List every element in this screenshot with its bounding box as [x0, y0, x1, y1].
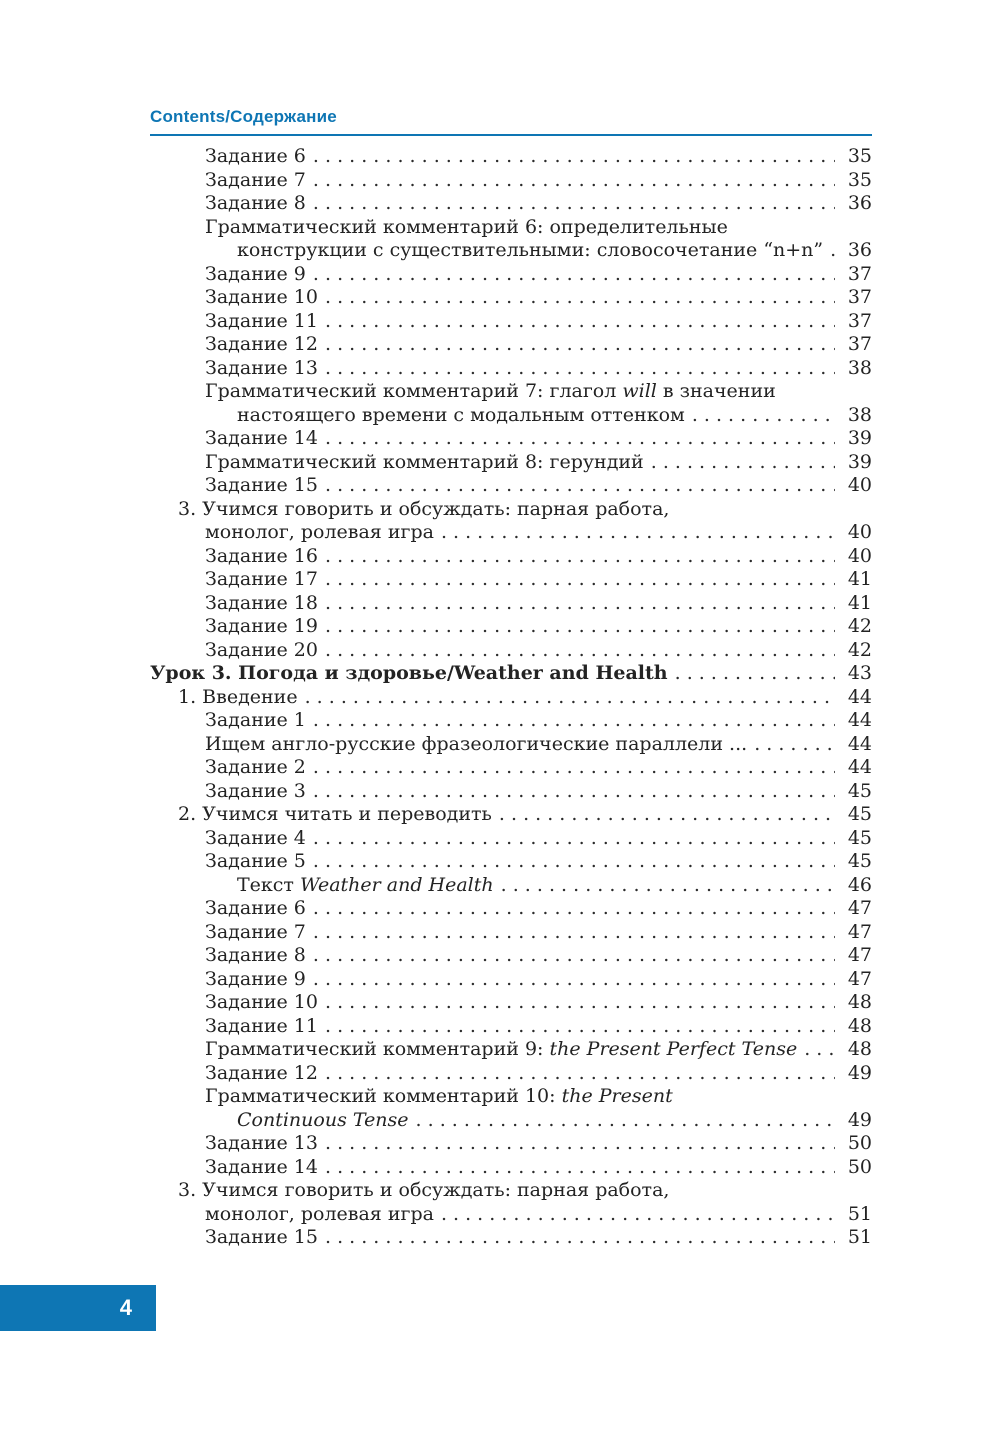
toc-page-number: 37	[847, 286, 872, 308]
toc-line	[150, 991, 872, 1015]
dot-leader	[441, 521, 835, 545]
toc-page-number: 49	[847, 1061, 872, 1084]
toc-entry	[150, 756, 872, 780]
toc-entry-title	[205, 263, 306, 287]
toc-title-segment: Урок 3. Погода и здоровье/Weather and Health	[150, 662, 668, 684]
dot-leader	[313, 944, 835, 968]
toc-entry-title	[205, 169, 306, 193]
toc-entry-title	[205, 1062, 318, 1086]
toc-entry-title	[178, 498, 669, 522]
toc-page-number: 49	[847, 1108, 872, 1131]
toc-line	[150, 216, 872, 240]
dot-leader	[325, 1015, 835, 1039]
toc-title-segment: Задание 14	[205, 1155, 318, 1178]
toc-line	[150, 803, 872, 827]
toc-entry-title	[237, 1109, 409, 1133]
toc-entry-title	[205, 615, 318, 639]
toc-entry	[150, 944, 872, 968]
toc-line	[150, 944, 872, 968]
toc-entry-title	[205, 921, 306, 945]
toc-line	[150, 827, 872, 851]
toc-page-number: 47	[847, 920, 872, 943]
toc-line	[150, 545, 872, 569]
toc-title-segment: 1. Введение	[178, 685, 298, 708]
dot-leader	[313, 827, 835, 851]
toc-page-number: 43	[847, 662, 872, 684]
toc-line	[150, 451, 872, 475]
toc-title-segment: Грамматический комментарий 9:	[205, 1038, 550, 1060]
toc-entry	[150, 192, 872, 216]
toc-entry	[150, 1015, 872, 1039]
dot-leader	[416, 1109, 835, 1133]
toc-entry-title	[205, 756, 306, 780]
toc-line	[150, 1062, 872, 1086]
dot-leader	[325, 427, 835, 451]
toc-page-number: 40	[847, 544, 872, 567]
toc-entry-title	[205, 380, 776, 404]
toc-entry-title	[237, 404, 685, 428]
toc-title-segment: Задание 8	[205, 192, 306, 214]
toc-entry	[150, 451, 872, 475]
toc-entry-title	[237, 874, 494, 898]
toc-page-number: 45	[847, 826, 872, 849]
toc-entry	[150, 733, 872, 757]
toc-entry	[150, 498, 872, 545]
toc-entry-title	[150, 662, 668, 686]
toc-entry	[150, 991, 872, 1015]
toc-entry	[150, 263, 872, 287]
toc-page-number: 39	[847, 427, 872, 449]
toc-page-number: 50	[847, 1132, 872, 1154]
toc-line	[150, 310, 872, 334]
toc-page-number: 45	[847, 779, 872, 802]
toc-page-number: 35	[847, 168, 872, 191]
dot-leader	[499, 803, 835, 827]
toc-entry-title	[205, 474, 318, 498]
toc-page-number: 37	[847, 333, 872, 355]
toc-entry-title	[205, 545, 318, 569]
toc-entry	[150, 686, 872, 710]
toc-entry	[150, 827, 872, 851]
toc-entry	[150, 169, 872, 193]
toc-page-number: 40	[847, 474, 872, 496]
toc-title-segment: Грамматический комментарий 10:	[205, 1085, 562, 1107]
toc-page-number: 48	[847, 991, 872, 1013]
toc-line	[150, 615, 872, 639]
toc-line	[150, 498, 872, 522]
page-title: Contents/Содержание	[150, 107, 337, 126]
toc-page-number: 38	[847, 356, 872, 379]
toc-page-number: 37	[847, 309, 872, 332]
header-rule	[150, 134, 872, 136]
dot-leader	[313, 145, 835, 169]
toc-entry	[150, 1226, 872, 1250]
toc-entry-title	[178, 686, 298, 710]
toc-entry-title	[205, 1156, 318, 1180]
toc-title-segment: Задание 8	[205, 944, 306, 966]
toc-entry-title	[205, 286, 318, 310]
toc-line	[150, 1226, 872, 1250]
toc-title-segment: Задание 15	[205, 1226, 318, 1248]
dot-leader	[325, 1226, 835, 1250]
dot-leader	[325, 286, 835, 310]
toc-line	[150, 1156, 872, 1180]
dot-leader	[325, 991, 835, 1015]
dot-leader	[325, 1062, 835, 1086]
toc-line	[150, 357, 872, 381]
toc-entry	[150, 1038, 872, 1062]
toc-line	[150, 1132, 872, 1156]
toc-line	[150, 921, 872, 945]
toc-entry	[150, 216, 872, 263]
dot-leader	[313, 263, 835, 287]
toc-entry-title	[205, 357, 318, 381]
toc-entry-title	[205, 568, 318, 592]
toc-line	[150, 1179, 872, 1203]
toc-line	[150, 756, 872, 780]
dot-leader	[325, 474, 835, 498]
toc-title-segment: Ищем англо-русские фразеологические параллели ...	[205, 732, 748, 755]
toc-title-italic-segment: Continuous Tense	[237, 1108, 409, 1131]
toc-entry-title	[205, 827, 306, 851]
toc-entry	[150, 310, 872, 334]
toc-entry-title	[205, 733, 747, 757]
dot-leader	[305, 686, 835, 710]
toc-page-number: 45	[847, 850, 872, 872]
toc-entry	[150, 474, 872, 498]
toc-title-segment: Задание 11	[205, 309, 318, 332]
toc-title-segment: в значении	[656, 380, 776, 402]
toc-line	[150, 521, 872, 545]
toc-entry-title	[205, 333, 318, 357]
toc-entry	[150, 592, 872, 616]
toc-entry	[150, 568, 872, 592]
toc-title-segment: Задание 2	[205, 756, 306, 778]
toc-title-italic-segment: the Present	[561, 1085, 673, 1107]
toc-line	[150, 709, 872, 733]
toc-line	[150, 850, 872, 874]
dot-leader	[325, 357, 835, 381]
toc-entry	[150, 780, 872, 804]
toc-title-segment: Задание 13	[205, 1132, 318, 1154]
page-number: 4	[119, 1295, 132, 1320]
toc-entry-title	[205, 850, 306, 874]
toc-page-number: 42	[847, 615, 872, 637]
toc-line	[150, 968, 872, 992]
toc-title-segment: Задание 11	[205, 1014, 318, 1037]
dot-leader	[313, 709, 835, 733]
dot-leader	[804, 1038, 835, 1062]
dot-leader	[313, 850, 835, 874]
toc-title-segment: Задание 6	[205, 145, 306, 167]
toc-line	[150, 639, 872, 663]
toc-line	[150, 1203, 872, 1227]
dot-leader	[325, 1132, 835, 1156]
toc-entry	[150, 897, 872, 921]
toc-page-number: 42	[847, 638, 872, 661]
dot-leader	[325, 333, 835, 357]
dot-leader	[313, 169, 835, 193]
toc-entry-title	[205, 991, 318, 1015]
toc-line	[150, 733, 872, 757]
toc-title-segment: 3. Учимся говорить и обсуждать: парная работа,	[178, 497, 670, 520]
toc-line	[150, 1038, 872, 1062]
toc-line	[150, 592, 872, 616]
dot-leader	[325, 545, 835, 569]
toc-title-segment: Задание 3	[205, 779, 306, 802]
toc-title-segment: Задание 13	[205, 356, 318, 379]
toc-line	[150, 404, 872, 428]
toc-page-number: 41	[847, 591, 872, 614]
toc-entry-title	[178, 1179, 669, 1203]
toc-line	[150, 145, 872, 169]
toc-line	[150, 380, 872, 404]
toc-title-segment: Задание 14	[205, 427, 318, 449]
toc-page-number: 44	[847, 732, 872, 755]
toc-page-number: 47	[847, 944, 872, 966]
toc-title-segment: монолог, ролевая игра	[205, 521, 434, 543]
toc-entry-title	[205, 780, 306, 804]
toc-title-segment: Задание 7	[205, 168, 306, 191]
toc-entry	[150, 639, 872, 663]
toc-entry	[150, 850, 872, 874]
toc-page-number: 45	[847, 803, 872, 825]
toc-line	[150, 333, 872, 357]
toc-title-italic-segment: the Present Perfect Tense	[549, 1038, 798, 1060]
toc-title-segment: монолог, ролевая игра	[205, 1202, 434, 1225]
toc-entry-title	[205, 897, 306, 921]
toc-entry-title	[178, 803, 492, 827]
toc-title-segment: Грамматический комментарий 8: герундий	[205, 450, 644, 473]
toc-line	[150, 686, 872, 710]
dot-leader	[325, 639, 835, 663]
page-number-box	[0, 1285, 156, 1331]
toc-page-number: 47	[847, 897, 872, 919]
toc-line	[150, 169, 872, 193]
toc-title-segment: Задание 5	[205, 850, 306, 872]
toc-line	[150, 1085, 872, 1109]
toc-line	[150, 1109, 872, 1133]
toc-title-segment: Задание 1	[205, 709, 306, 731]
toc-page-number: 41	[847, 568, 872, 590]
toc-title-segment: Задание 18	[205, 591, 318, 614]
dot-leader	[313, 756, 835, 780]
toc-entry	[150, 357, 872, 381]
toc-entry-title	[205, 709, 306, 733]
toc-page-number: 44	[847, 685, 872, 708]
toc-title-segment: Задание 17	[205, 568, 318, 590]
toc-title-segment: Текст	[237, 873, 300, 896]
toc-line	[150, 662, 872, 686]
toc-title-segment: Задание 16	[205, 544, 318, 567]
toc-page-number: 51	[847, 1226, 872, 1248]
dot-leader	[325, 568, 835, 592]
dot-leader	[313, 921, 835, 945]
toc-entry-title	[205, 310, 318, 334]
dot-leader	[325, 615, 835, 639]
toc-line	[150, 427, 872, 451]
dot-leader	[441, 1203, 835, 1227]
page-content	[150, 106, 872, 1250]
toc-title-segment: настоящего времени с модальным оттенком	[237, 403, 685, 426]
toc-entry	[150, 286, 872, 310]
toc-line	[150, 1015, 872, 1039]
toc-entry	[150, 545, 872, 569]
toc-line	[150, 780, 872, 804]
dot-leader	[675, 662, 835, 686]
toc-title-segment: Задание 9	[205, 967, 306, 990]
toc-entry-title	[205, 1015, 318, 1039]
toc-line	[150, 568, 872, 592]
toc-page-number: 46	[847, 873, 872, 896]
toc-entry-title	[205, 145, 306, 169]
toc-entry-title	[205, 216, 728, 240]
toc-title-segment: конструкции с существительными: словосочетание “n+n”	[237, 239, 824, 261]
toc-title-segment: Задание 12	[205, 333, 318, 355]
toc-entry	[150, 615, 872, 639]
toc-entry-title	[205, 1226, 318, 1250]
toc-title-segment: Задание 7	[205, 920, 306, 943]
dot-leader	[313, 192, 835, 216]
toc-entry	[150, 333, 872, 357]
dot-leader	[313, 897, 835, 921]
toc-entry-title	[205, 1203, 434, 1227]
toc-page-number: 44	[847, 756, 872, 778]
toc-title-segment: Грамматический комментарий 7: глагол	[205, 380, 623, 402]
toc-entry-title	[205, 592, 318, 616]
toc-entry	[150, 662, 872, 686]
dot-leader	[325, 310, 835, 334]
toc-page-number: 36	[847, 192, 872, 214]
toc-page-number: 35	[847, 145, 872, 167]
toc-title-segment: Задание 19	[205, 615, 318, 637]
toc-title-segment: Задание 20	[205, 638, 318, 661]
toc-page-number: 39	[847, 450, 872, 473]
toc-entry	[150, 380, 872, 427]
dot-leader	[313, 968, 835, 992]
toc-entry-title	[205, 1132, 318, 1156]
toc-line	[150, 286, 872, 310]
toc-title-segment: Задание 10	[205, 991, 318, 1013]
toc-entry	[150, 1156, 872, 1180]
toc-page-number: 48	[847, 1038, 872, 1060]
toc-entry-title	[205, 427, 318, 451]
table-of-contents	[150, 145, 872, 1250]
toc-title-segment: Грамматический комментарий 6: определительные	[205, 215, 728, 238]
toc-entry	[150, 803, 872, 827]
dot-leader	[692, 404, 835, 428]
toc-page-number: 44	[847, 709, 872, 731]
dot-leader	[754, 733, 835, 757]
toc-entry	[150, 874, 872, 898]
toc-entry-title	[205, 451, 644, 475]
toc-line	[150, 239, 872, 263]
toc-title-segment: Задание 15	[205, 474, 318, 496]
toc-title-segment: 2. Учимся читать и переводить	[178, 803, 492, 825]
toc-entry-title	[237, 239, 823, 263]
toc-page-number: 47	[847, 967, 872, 990]
dot-leader	[325, 592, 835, 616]
toc-entry-title	[205, 639, 318, 663]
toc-entry-title	[205, 521, 434, 545]
toc-title-segment: Задание 12	[205, 1061, 318, 1084]
toc-line	[150, 874, 872, 898]
toc-title-segment: Задание 4	[205, 826, 306, 849]
toc-page-number: 51	[847, 1202, 872, 1225]
toc-line	[150, 897, 872, 921]
toc-entry	[150, 1179, 872, 1226]
toc-entry	[150, 1062, 872, 1086]
toc-page-number: 38	[847, 403, 872, 426]
toc-title-italic-segment: will	[622, 380, 657, 402]
toc-entry	[150, 1132, 872, 1156]
toc-line	[150, 263, 872, 287]
toc-entry	[150, 968, 872, 992]
toc-page-number: 40	[847, 521, 872, 543]
toc-page-number: 37	[847, 262, 872, 285]
toc-entry	[150, 709, 872, 733]
toc-title-italic-segment: Weather and Health	[299, 873, 494, 896]
toc-entry	[150, 145, 872, 169]
toc-page-number: 36	[847, 239, 872, 261]
toc-page-number: 48	[847, 1014, 872, 1037]
toc-title-segment: Задание 6	[205, 897, 306, 919]
dot-leader	[313, 780, 835, 804]
toc-entry	[150, 427, 872, 451]
dot-leader	[501, 874, 835, 898]
toc-entry-title	[205, 1038, 797, 1062]
toc-entry-title	[205, 944, 306, 968]
toc-title-segment: Задание 10	[205, 286, 318, 308]
toc-line	[150, 474, 872, 498]
toc-page-number: 50	[847, 1155, 872, 1178]
toc-entry	[150, 921, 872, 945]
toc-line	[150, 192, 872, 216]
toc-entry-title	[205, 192, 306, 216]
toc-entry	[150, 1085, 872, 1132]
toc-title-segment: Задание 9	[205, 262, 306, 285]
dot-leader	[651, 451, 835, 475]
dot-leader	[830, 239, 835, 263]
dot-leader	[325, 1156, 835, 1180]
toc-title-segment: 3. Учимся говорить и обсуждать: парная работа,	[178, 1179, 670, 1201]
toc-entry-title	[205, 968, 306, 992]
toc-entry-title	[205, 1085, 673, 1109]
